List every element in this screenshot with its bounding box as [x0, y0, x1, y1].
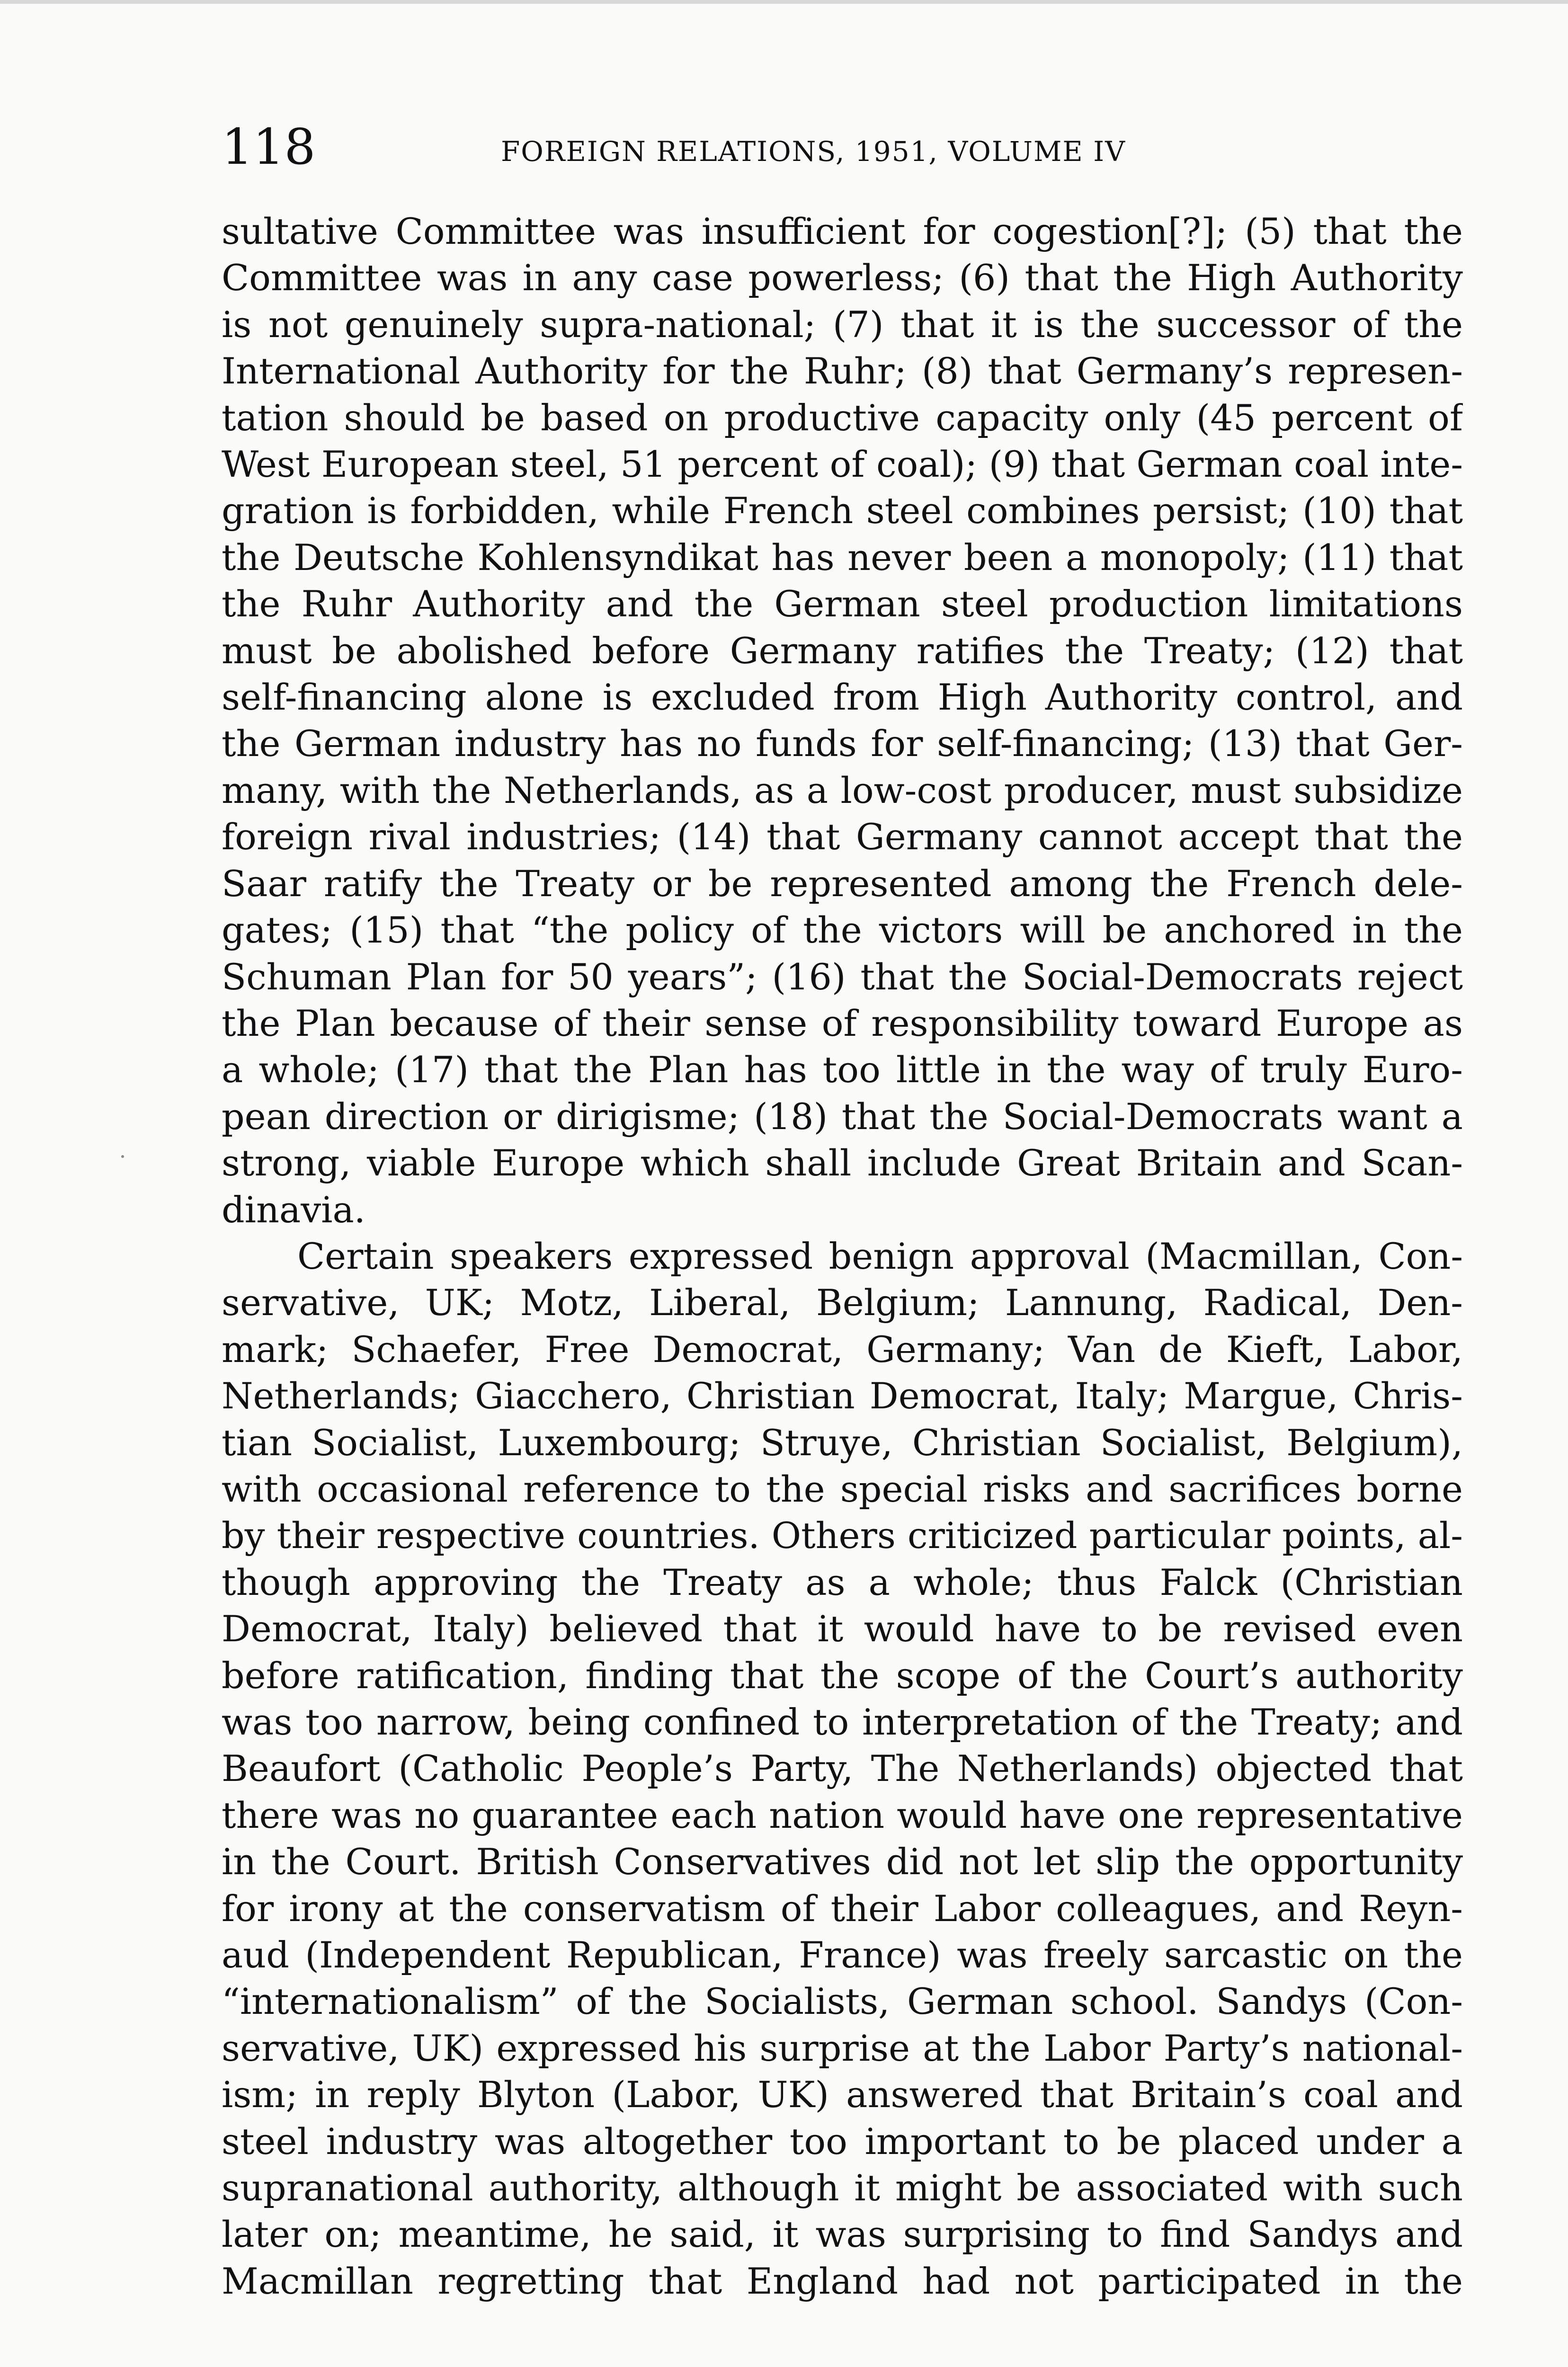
text-line: Schuman Plan for 50 years”; (16) that the Social-Democrats reject [222, 955, 1463, 998]
text-line: West European steel, 51 percent of coal); (9) that German coal inte- [222, 443, 1463, 486]
text-line: gration is forbidden, while French steel combines persist; (10) that [222, 489, 1463, 532]
text-line: foreign rival industries; (14) that Germany cannot accept that the [222, 816, 1463, 858]
text-line: the Deutsche Kohlensyndikat has never been a monopoly; (11) that [222, 536, 1463, 578]
text-line: by their respective countries. Others criticized particular points, al- [222, 1514, 1463, 1557]
text-line: strong, viable Europe which shall include Great Britain and Scan- [222, 1142, 1463, 1184]
running-title: FOREIGN RELATIONS, 1951, VOLUME IV [501, 135, 1126, 168]
text-line: tian Socialist, Luxembourg; Struye, Christian Socialist, Belgium), [222, 1421, 1463, 1464]
text-line: the Ruhr Authority and the German steel production limitations [222, 583, 1463, 625]
text-line: steel industry was altogether too important to be placed under a [222, 2120, 1463, 2162]
text-line: must be abolished before Germany ratifies the Treaty; (12) that [222, 629, 1463, 672]
text-line: Netherlands; Giacchero, Christian Democrat, Italy; Margue, Chris- [222, 1375, 1463, 1417]
scan-speck [121, 1155, 124, 1158]
text-line: servative, UK) expressed his surprise at the Labor Party’s national- [222, 2027, 1463, 2069]
text-line: later on; meantime, he said, it was surprising to find Sandys and [222, 2213, 1463, 2256]
text-line: servative, UK; Motz, Liberal, Belgium; Lannung, Radical, Den- [222, 1281, 1463, 1324]
text-line: before ratification, finding that the scope of the Court’s authority [222, 1654, 1463, 1697]
text-line: the German industry has no funds for self-financing; (13) that Ger- [222, 722, 1463, 765]
text-line: gates; (15) that “the policy of the victors will be anchored in the [222, 909, 1463, 952]
text-line: supranational authority, although it might be associated with such [222, 2167, 1463, 2209]
text-line: though approving the Treaty as a whole; thus Falck (Christian [222, 1561, 1463, 1603]
text-line: self-financing alone is excluded from High Authority control, and [222, 676, 1463, 719]
text-line: mark; Schaefer, Free Democrat, Germany; Van de Kieft, Labor, [222, 1328, 1463, 1370]
text-line: was too narrow, being confined to interpretation of the Treaty; and [222, 1701, 1463, 1743]
body-text [222, 208, 1463, 2305]
text-line: ism; in reply Blyton (Labor, UK) answered that Britain’s coal and [222, 2073, 1463, 2116]
text-line: pean direction or dirigisme; (18) that the Social-Democrats want a [222, 1095, 1463, 1138]
text-line: with occasional reference to the special risks and sacrifices borne [222, 1468, 1463, 1510]
scan-top-edge [0, 0, 1568, 4]
text-line: Macmillan regretting that England had not participated in the [222, 2260, 1463, 2302]
text-line: sultative Committee was insufficient for cogestion[?]; (5) that the [222, 210, 1463, 252]
text-line: is not genuinely supra-national; (7) that it is the successor of the [222, 303, 1463, 346]
running-head [222, 118, 1462, 175]
text-line: “internationalism” of the Socialists, German school. Sandys (Con- [222, 1980, 1463, 2023]
text-line-paragraph-end: dinavia. [222, 1188, 365, 1231]
text-line: a whole; (17) that the Plan has too little in the way of truly Euro- [222, 1049, 1463, 1091]
text-line: aud (Independent Republican, France) was freely sarcastic on the [222, 1934, 1463, 1976]
text-line: International Authority for the Ruhr; (8) that Germany’s represen- [222, 350, 1463, 392]
page-number: 118 [222, 118, 316, 176]
text-line: there was no guarantee each nation would have one representative [222, 1794, 1463, 1836]
text-line: many, with the Netherlands, as a low-cost producer, must subsidize [222, 769, 1463, 811]
text-line: the Plan because of their sense of responsibility toward Europe as [222, 1002, 1463, 1044]
text-line: Committee was in any case powerless; (6) that the High Authority [222, 257, 1463, 299]
text-line: tation should be based on productive capacity only (45 percent of [222, 396, 1463, 439]
text-line: in the Court. British Conservatives did not let slip the opportunity [222, 1841, 1463, 1883]
text-line: for irony at the conservatism of their Labor colleagues, and Reyn- [222, 1887, 1463, 1930]
text-line: Beaufort (Catholic People’s Party, The Netherlands) objected that [222, 1747, 1463, 1790]
text-line-paragraph-start: Certain speakers expressed benign approval (Macmillan, Con- [297, 1235, 1463, 1277]
text-line: Saar ratify the Treaty or be represented among the French dele- [222, 862, 1463, 905]
text-line: Democrat, Italy) believed that it would have to be revised even [222, 1608, 1463, 1650]
